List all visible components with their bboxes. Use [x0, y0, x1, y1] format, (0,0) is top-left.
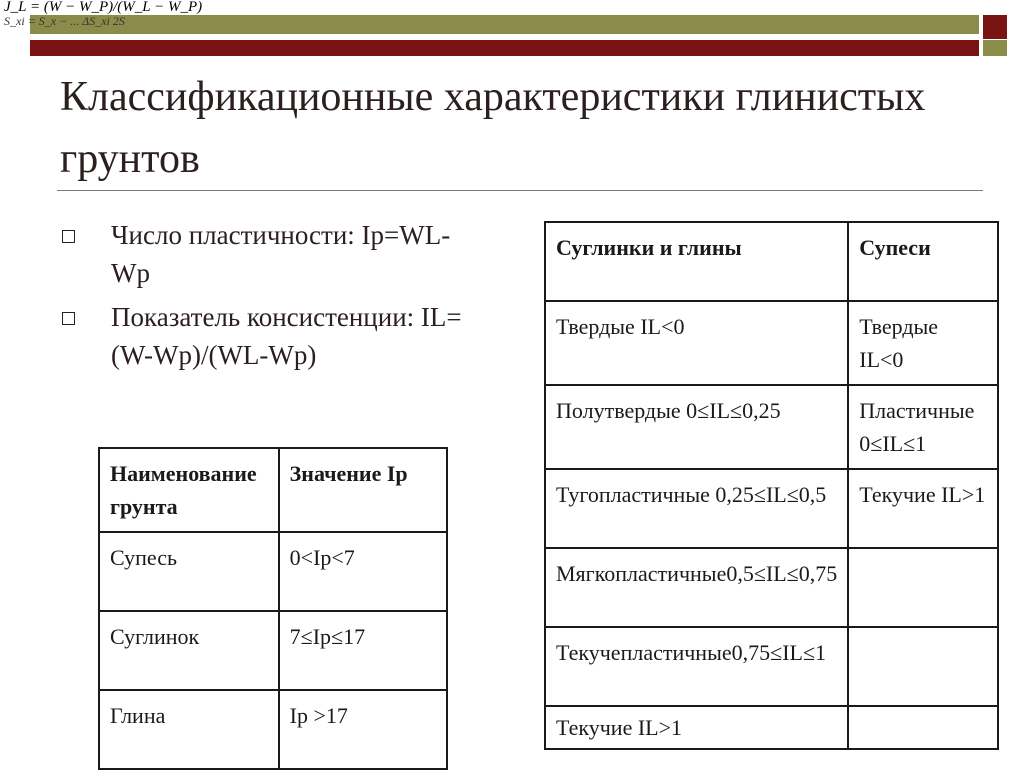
- table-cell: Пластичные 0≤IL≤1: [848, 385, 998, 469]
- header-bar-olive: [30, 15, 979, 34]
- header-bar-red: [30, 40, 979, 56]
- table-row: [99, 690, 447, 769]
- table-cell: 7≤Ip≤17: [279, 611, 447, 690]
- bullet-item: [62, 298, 462, 374]
- table-row: [545, 706, 998, 749]
- bullet-list: [62, 216, 462, 380]
- title-divider: [57, 190, 983, 191]
- table-row: [545, 301, 998, 385]
- table-cell: Текучепластичные0,75≤IL≤1: [545, 627, 848, 706]
- table-header-cell: Супеси: [848, 222, 998, 301]
- table-header-row: [99, 448, 447, 532]
- table-header-row: [545, 222, 998, 301]
- table-cell: Текучие IL>1: [848, 469, 998, 548]
- table-cell: [848, 627, 998, 706]
- table-row: [99, 532, 447, 611]
- table-row: [545, 469, 998, 548]
- table-cell: Супесь: [99, 532, 279, 611]
- consistency-index-table: [544, 221, 999, 750]
- table-header-cell: Наименование грунта: [99, 448, 279, 532]
- plasticity-index-table: [98, 447, 448, 770]
- bullet-text-consistency: Показатель консистенции: IL=(W-Wp)/(WL-Wp): [111, 302, 462, 370]
- table-cell: Полутвердые 0≤IL≤0,25: [545, 385, 848, 469]
- header-square-olive: [983, 40, 1007, 56]
- table-row: [545, 548, 998, 627]
- bullet-item: [62, 216, 462, 292]
- table-row: [545, 385, 998, 469]
- table-cell: [848, 548, 998, 627]
- header-formula: [4, 0, 203, 28]
- table-cell: Текучие IL>1: [545, 706, 848, 749]
- square-bullet-icon: [62, 230, 75, 243]
- table-cell: Глина: [99, 690, 279, 769]
- header-formula-line1: J_L = (W − W_P)/(W_L − W_P): [4, 0, 203, 15]
- table-row: [99, 611, 447, 690]
- table-cell: Тугопластичные 0,25≤IL≤0,5: [545, 469, 848, 548]
- table-row: [545, 627, 998, 706]
- bullet-text-plasticity: Число пластичности: Ip=WL-Wp: [111, 220, 451, 288]
- table-cell: Мягкопластичные0,5≤IL≤0,75: [545, 548, 848, 627]
- table-cell: Суглинок: [99, 611, 279, 690]
- header-square-red: [983, 15, 1007, 39]
- square-bullet-icon: [62, 312, 75, 325]
- table-cell: [848, 706, 998, 749]
- table-cell: Твердые IL<0: [545, 301, 848, 385]
- header-formula-line2: S_xi = S_x − ... ΔS_xi 2S: [4, 14, 125, 28]
- table-header-cell: Значение Ip: [279, 448, 447, 532]
- table-cell: 0<Ip<7: [279, 532, 447, 611]
- table-cell: Ip >17: [279, 690, 447, 769]
- table-header-cell: Суглинки и глины: [545, 222, 848, 301]
- table-cell: Твердые IL<0: [848, 301, 998, 385]
- slide-title: Классификационные характеристики глинистых грунтов: [60, 74, 926, 182]
